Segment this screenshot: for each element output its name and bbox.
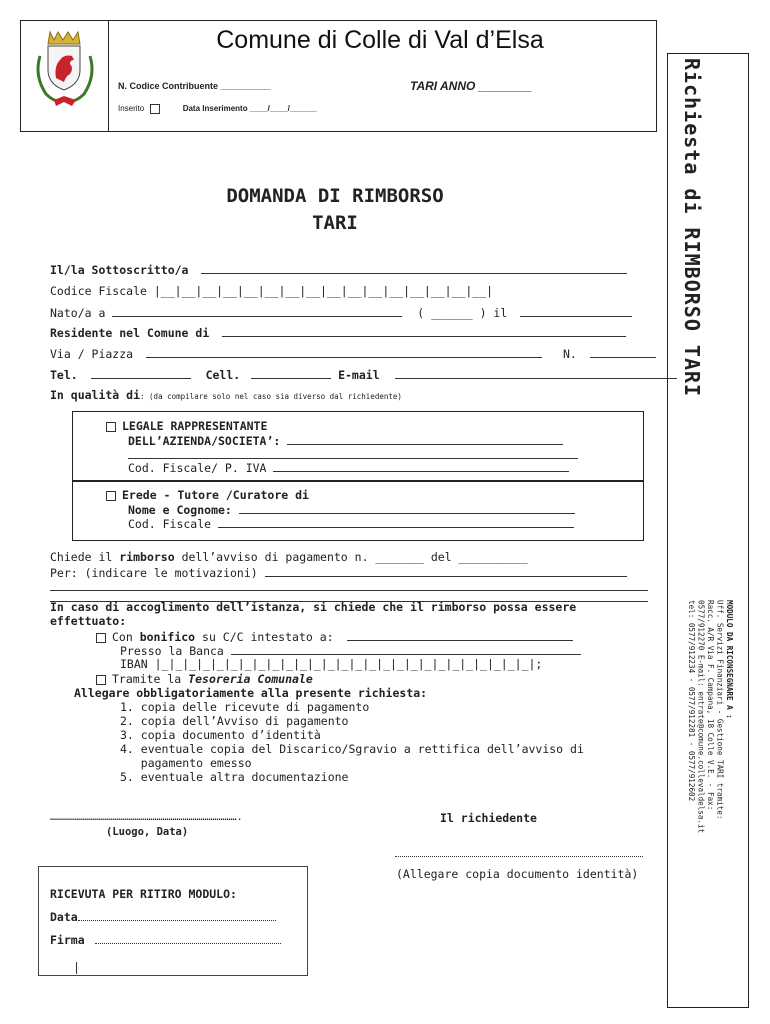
luogo-data-field[interactable]: …………………………………………………………………………………. [50,812,243,823]
legale-label: LEGALE RAPPRESENTANTE [122,419,268,433]
banca-label: Presso la Banca [120,644,224,658]
qualita-label: In qualità di [50,388,141,402]
intestato-input[interactable] [347,629,573,641]
tesoreria-bold: Tesoreria Comunale [188,672,313,686]
nato-label: Nato/a a [50,306,106,320]
bonifico-pre: Con [112,630,140,644]
ricevuta-firma-label: Firma [50,933,85,947]
nato-input[interactable] [112,305,402,317]
tesoreria-checkbox[interactable] [96,675,106,685]
title-line-2: TARI [312,212,358,234]
legale-line-1[interactable] [106,419,267,433]
email-label: E-mail [338,368,380,382]
erede-cf-label: Cod. Fiscale [128,517,212,531]
side-info-title: MODULO DA RICONSEGNARE A : [725,600,734,719]
ricevuta-title: RICEVUTA PER RITIRO MODULO: [50,887,237,901]
ricevuta-data-row[interactable] [50,910,276,924]
allegare-item: 3. copia documento d’identità [120,728,321,742]
legale-line-2[interactable] [128,433,563,448]
azienda-label: DELL’AZIENDA/SOCIETA’: [128,434,281,448]
nome-cognome-label: Nome e Cognome: [128,503,232,517]
header-divider [108,20,109,132]
side-info-line: Uff. Servizi Finanziari - Gestione TARI tramite: [715,600,725,820]
cf-piva-label: Cod. Fiscale/ P. IVA [128,461,267,475]
codice-fiscale-row[interactable] [50,284,493,298]
ricevuta-data-label: Data [50,910,78,924]
inserito-checkbox[interactable] [150,104,160,114]
allegare-item: 1. copia delle ricevute di pagamento [120,700,370,714]
side-info-line: tel: 0577/912234 - 0577/912281 - 0577/912602 [687,600,696,802]
chiede-post[interactable]: dell’avviso di pagamento n. _______ del __________ [174,550,528,564]
erede-checkbox[interactable] [106,491,116,501]
ricevuta-firma-input[interactable] [95,943,281,944]
codice-fiscale-field[interactable]: Codice Fiscale |__|__|__|__|__|__|__|__|__|__|__|__|__|__|__|__| [50,284,494,298]
residente-row[interactable] [50,325,626,340]
town-title: Comune di Colle di Val d’Elsa [216,26,544,54]
bonifico-post: su C/C intestato a: [195,630,334,644]
azienda-input-2[interactable] [128,447,578,459]
tari-anno-field[interactable]: TARI ANNO ________ [410,79,533,93]
accoglimento-line-2: effettuato: [50,614,127,628]
cell-input[interactable] [251,367,331,379]
bonifico-checkbox[interactable] [96,633,106,643]
nome-cognome-input[interactable] [239,502,575,514]
tel-input[interactable] [91,367,191,379]
sottoscritto-label: Il/la Sottoscritto/a [50,263,189,277]
title-line-1: DOMANDA DI RIMBORSO [226,185,444,207]
banca-row[interactable] [120,643,581,658]
tel-label: Tel. [50,368,78,382]
numero-input[interactable] [590,346,656,358]
allegare-item: 2. copia dell’Avviso di pagamento [120,714,349,728]
side-info-line: 0577/912270 E-mail: entrate@comune.collevaldelsa.it [696,600,706,834]
numero-label: N. [562,347,577,361]
email-input[interactable] [395,367,677,379]
erede-line-3[interactable] [128,516,574,531]
allegare-doc-note: (Allegare copia documento identità) [396,867,639,881]
per-input[interactable] [265,565,627,577]
luogo-data-label: (Luogo, Data) [106,826,189,838]
banca-input[interactable] [231,643,581,655]
side-info [672,600,734,870]
via-row[interactable] [50,346,656,361]
bonifico-row[interactable] [96,629,573,644]
chiede-pre: Chiede il [50,550,120,564]
nato-date-input[interactable] [520,305,632,317]
contacts-row[interactable] [50,367,677,382]
legale-line-3[interactable] [128,460,569,475]
data-inserimento-field[interactable]: Data Inserimento ____/____/______ [182,104,317,114]
tesoreria-row[interactable] [96,672,313,686]
nato-il-label: ( ______ ) il [417,306,508,320]
firma-richiedente-line[interactable] [395,856,643,857]
ricevuta-data-input[interactable] [78,920,276,921]
tesoreria-pre: Tramite la [112,672,189,686]
chiede-bold: rimborso [119,550,175,564]
inserito-row [118,104,317,114]
side-info-line: Racc. A/R Via F. Campana, 18 Colle V.E. - Fax: [706,600,715,811]
sottoscritto-input[interactable] [201,262,627,274]
per-label: Per: (indicare le motivazioni) [50,566,258,580]
allegare-item: 4. eventuale copia del Discarico/Sgravio a rettifica dell’avviso di [120,742,584,756]
qualita-note: : (da compilare solo nel caso sia diverso dal richiedente) [140,392,402,401]
coat-of-arms-logo [30,26,100,112]
allegare-item: pagamento emesso [120,756,252,770]
bonifico-bold: bonifico [139,630,196,644]
chiede-row[interactable] [50,550,528,564]
qualita-row [50,388,402,402]
sottoscritto-row[interactable] [50,262,627,277]
ricevuta-firma-row[interactable] [50,933,281,947]
ricevuta-mark [76,962,77,974]
cf-piva-input[interactable] [273,460,569,472]
iban-row[interactable] [120,657,542,671]
cell-label: Cell. [205,368,241,382]
erede-label: Erede - Tutore /Curatore di [122,488,309,502]
azienda-input[interactable] [287,433,563,445]
document-title [150,183,520,237]
side-title: Richiesta di RIMBORSO TARI [680,58,704,398]
erede-line-2[interactable] [128,502,575,517]
residente-label: Residente nel Comune di [50,326,210,340]
nato-row[interactable] [50,305,632,320]
inserito-label: Inserito [118,104,145,114]
iban-field[interactable]: IBAN |_|_|_|_|_|_|_|_|_|_|_|_|_|_|_|_|_|_|_|_|_|_|_|_|_|_|_|; [120,657,543,671]
via-input[interactable] [146,346,542,358]
legale-checkbox[interactable] [106,422,116,432]
via-label: Via / Piazza [50,347,134,361]
erede-line-1[interactable] [106,488,309,502]
richiedente-label: Il richiedente [440,811,537,825]
per-row[interactable] [50,565,627,580]
erede-cf-input[interactable] [218,516,574,528]
allegare-title: Allegare obbligatoriamente alla presente richiesta: [74,686,428,700]
codice-contribuente-field[interactable]: N. Codice Contribuente __________ [118,81,271,91]
allegare-item: 5. eventuale altra documentazione [120,770,349,784]
accoglimento-line-1: In caso di accoglimento dell’istanza, si chiede che il rimborso possa essere [50,600,577,614]
residente-input[interactable] [222,325,626,337]
